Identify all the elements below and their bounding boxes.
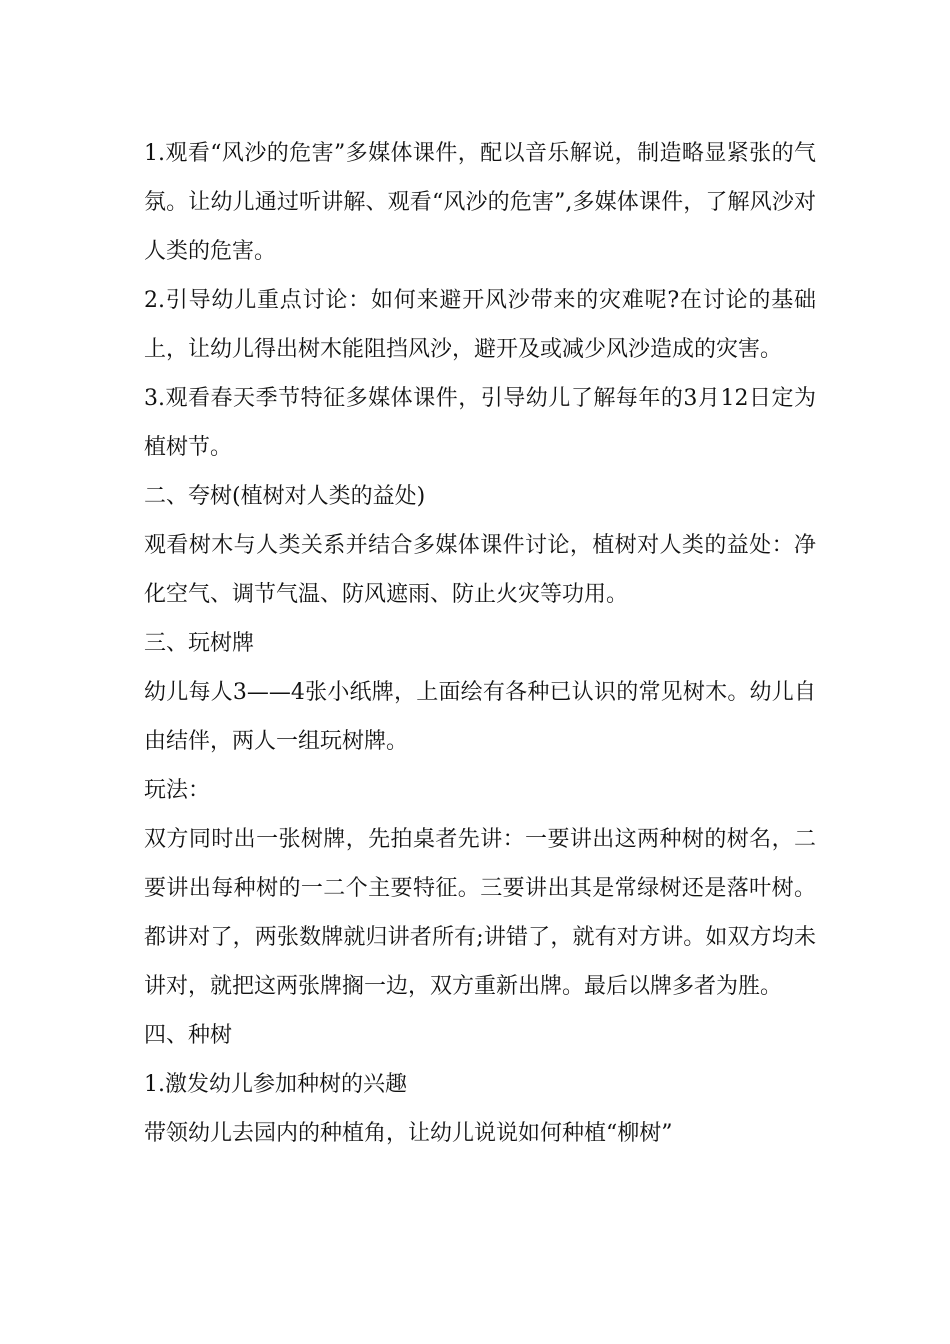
paragraph-step-2-discussion: 2.引导幼儿重点讨论：如何来避开风沙带来的灾难呢?在讨论的基础上，让幼儿得出树木能阻挡风沙，避开及或减少风沙造成的灾害。 (144, 288, 816, 362)
paragraph-game-rules: 双方同时出一张树牌，先拍桌者先讲：一要讲出这两种树的树名，二要讲出每种树的一二个主要特征。三要讲出其是常绿树还是落叶树。都讲对了，两张数牌就归讲者所有;讲错了，就有对方讲。如双方均未讲对，就把这两张牌搁一边，双方重新出牌。最后以牌多者为胜。 (144, 827, 816, 999)
section-heading-praise-trees: 二、夸树(植树对人类的益处) (144, 484, 426, 509)
paragraph-tree-cards-setup: 幼儿每人3——4张小纸牌，上面绘有各种已认识的常见树木。幼儿自由结伴，两人一组玩树牌。 (144, 680, 816, 754)
paragraph-rules-label: 玩法： (144, 778, 211, 803)
section-heading-tree-cards: 三、玩树牌 (144, 631, 255, 656)
paragraph-tree-benefits: 观看树木与人类关系并结合多媒体课件讨论，植树对人类的益处：净化空气、调节气温、防风遮雨、防止火灾等功用。 (144, 533, 816, 607)
paragraph-planting-corner: 带领幼儿去园内的种植角，让幼儿说说如何种植“柳树” (144, 1121, 673, 1146)
paragraph-planting-step-1: 1.激发幼儿参加种树的兴趣 (144, 1072, 407, 1097)
paragraph-step-1-watch-courseware: 1.观看“风沙的危害”多媒体课件，配以音乐解说，制造略显紧张的气氛。让幼儿通过听讲解、观看“风沙的危害”,多媒体课件，了解风沙对人类的危害。 (144, 141, 816, 264)
paragraph-step-3-arbor-day: 3.观看春天季节特征多媒体课件，引导幼儿了解每年的3月12日定为植树节。 (144, 386, 816, 460)
section-heading-plant-trees: 四、种树 (144, 1023, 233, 1048)
document-body (144, 129, 816, 1158)
